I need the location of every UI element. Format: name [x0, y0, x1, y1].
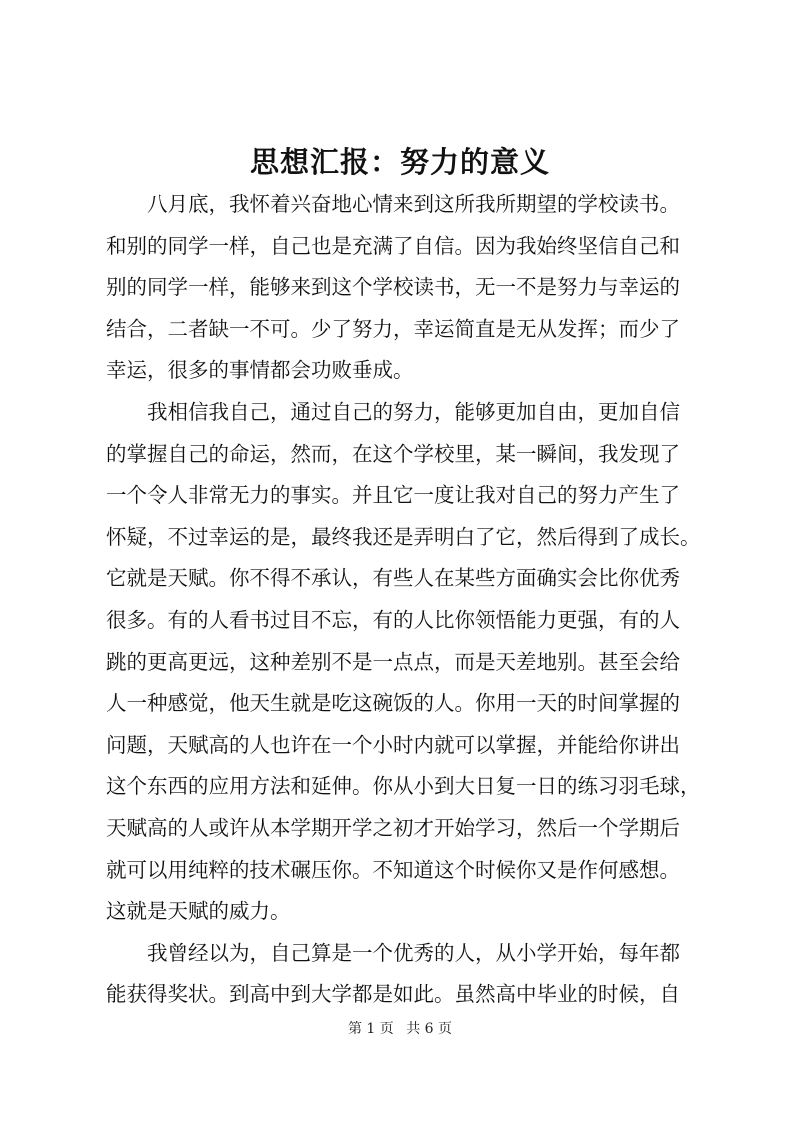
text-line: 别的同学一样，能够来到这个学校读书，无一不是努力与幸运的	[106, 275, 680, 300]
page-number: 第 1 页	[347, 1021, 394, 1037]
document-body	[106, 184, 702, 1016]
page-total: 共 6 页	[406, 1021, 453, 1037]
page-title: 思想汇报：努力的意义	[249, 145, 550, 179]
text-line: 和别的同学一样，自己也是充满了自信。因为我始终坚信自己和	[106, 233, 680, 258]
text-line: 这就是天赋的威力。	[106, 899, 291, 924]
text-line: 幸运，很多的事情都会功败垂成。	[106, 358, 414, 383]
text-line: 一个令人非常无力的事实。并且它一度让我对自己的努力产生了	[106, 483, 680, 508]
text-line: 问题，天赋高的人也许在一个小时内就可以掌握，并能给你讲出	[106, 732, 680, 757]
paragraph-1	[106, 184, 702, 392]
text-line: 跳的更高更远，这种差别不是一点点，而是天差地别。甚至会给	[106, 649, 680, 674]
text-line: 能获得奖状。到高中到大学都是如此。虽然高中毕业的时候，自	[106, 982, 680, 1007]
text-line: 天赋高的人或许从本学期开学之初才开始学习，然后一个学期后	[106, 815, 680, 840]
text-line: 八月底，我怀着兴奋地心情来到这所我所期望的学校读书。	[147, 192, 680, 216]
text-line: 就可以用纯粹的技术碾压你。不知道这个时候你又是作何感想。	[106, 857, 680, 882]
text-line: 结合，二者缺一不可。少了努力，幸运简直是无从发挥；而少了	[106, 316, 680, 341]
paragraph-3	[106, 933, 702, 1016]
text-line: 我曾经以为，自己算是一个优秀的人，从小学开始，每年都	[147, 940, 680, 965]
text-line: 我相信我自己，通过自己的努力，能够更加自由，更加自信	[147, 399, 680, 424]
text-line: 它就是天赋。你不得不承认，有些人在某些方面确实会比你优秀	[106, 566, 680, 591]
paragraph-2	[106, 392, 702, 933]
text-line: 怀疑，不过幸运的是，最终我还是弄明白了它，然后得到了成长。	[106, 524, 701, 549]
text-line: 这个东西的应用方法和延伸。你从小到大日复一日的练习羽毛球，	[106, 774, 701, 799]
text-line: 很多。有的人看书过目不忘，有的人比你领悟能力更强，有的人	[106, 607, 680, 632]
page-footer	[0, 1019, 800, 1039]
text-line: 人一种感觉，他天生就是吃这碗饭的人。你用一天的时间掌握的	[106, 691, 680, 716]
text-line: 的掌握自己的命运，然而，在这个学校里，某一瞬间，我发现了	[106, 441, 680, 466]
